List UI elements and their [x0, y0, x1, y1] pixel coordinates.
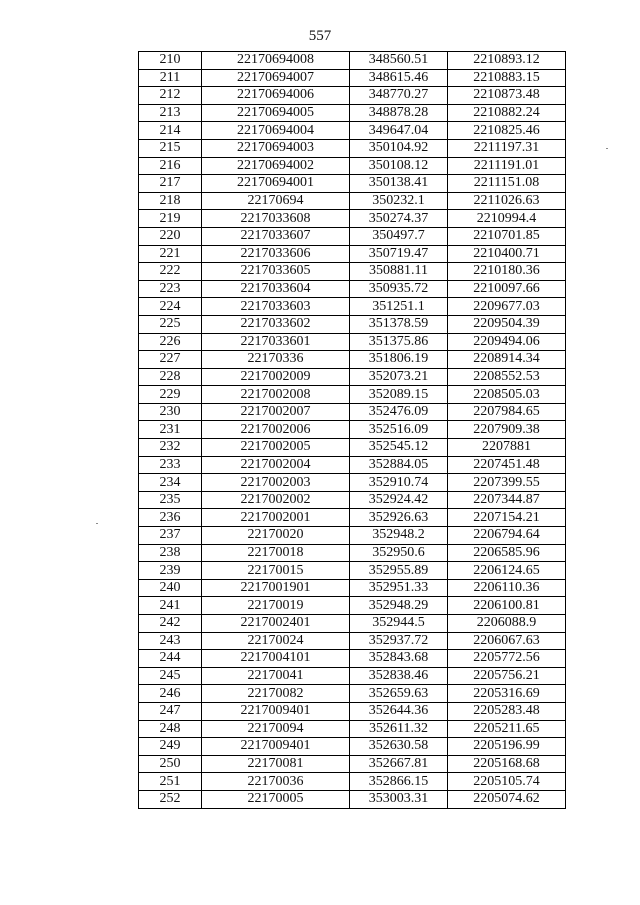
point-id-cell: 2217001901	[202, 579, 350, 597]
point-id-cell: 2217002401	[202, 615, 350, 633]
x-coordinate-cell: 352948.29	[350, 597, 448, 615]
point-id-cell: 22170694005	[202, 104, 350, 122]
y-coordinate-cell: 2205211.65	[448, 720, 566, 738]
scan-speck	[606, 148, 608, 149]
x-coordinate-cell: 348615.46	[350, 69, 448, 87]
x-coordinate-cell: 348560.51	[350, 52, 448, 70]
point-id-cell: 22170094	[202, 720, 350, 738]
point-id-cell: 22170336	[202, 351, 350, 369]
x-coordinate-cell: 350881.11	[350, 263, 448, 281]
x-coordinate-cell: 352659.63	[350, 685, 448, 703]
table-row	[139, 386, 566, 404]
table-row	[139, 702, 566, 720]
point-id-cell: 22170020	[202, 527, 350, 545]
row-number-cell: 240	[139, 579, 202, 597]
y-coordinate-cell: 2209504.39	[448, 315, 566, 333]
point-id-cell: 22170024	[202, 632, 350, 650]
point-id-cell: 2217002001	[202, 509, 350, 527]
y-coordinate-cell: 2207399.55	[448, 474, 566, 492]
x-coordinate-cell: 352950.6	[350, 544, 448, 562]
point-id-cell: 22170018	[202, 544, 350, 562]
x-coordinate-cell: 352951.33	[350, 579, 448, 597]
table-row	[139, 192, 566, 210]
y-coordinate-cell: 2211191.01	[448, 157, 566, 175]
row-number-cell: 223	[139, 280, 202, 298]
point-id-cell: 2217033606	[202, 245, 350, 263]
table-row	[139, 104, 566, 122]
table-row	[139, 439, 566, 457]
y-coordinate-cell: 2205283.48	[448, 702, 566, 720]
x-coordinate-cell: 350497.7	[350, 227, 448, 245]
row-number-cell: 227	[139, 351, 202, 369]
y-coordinate-cell: 2207881	[448, 439, 566, 457]
page-number: 557	[308, 28, 332, 44]
y-coordinate-cell: 2206067.63	[448, 632, 566, 650]
point-id-cell: 2217002006	[202, 421, 350, 439]
y-coordinate-cell: 2205168.68	[448, 755, 566, 773]
x-coordinate-cell: 351251.1	[350, 298, 448, 316]
point-id-cell: 22170036	[202, 773, 350, 791]
x-coordinate-cell: 350138.41	[350, 175, 448, 193]
table-row	[139, 491, 566, 509]
table-row	[139, 667, 566, 685]
y-coordinate-cell: 2205105.74	[448, 773, 566, 791]
y-coordinate-cell: 2210097.66	[448, 280, 566, 298]
y-coordinate-cell: 2208552.53	[448, 368, 566, 386]
x-coordinate-cell: 348770.27	[350, 87, 448, 105]
row-number-cell: 238	[139, 544, 202, 562]
row-number-cell: 222	[139, 263, 202, 281]
table-row	[139, 227, 566, 245]
table-row	[139, 615, 566, 633]
table-row	[139, 263, 566, 281]
row-number-cell: 218	[139, 192, 202, 210]
y-coordinate-cell: 2210994.4	[448, 210, 566, 228]
y-coordinate-cell: 2208914.34	[448, 351, 566, 369]
row-number-cell: 213	[139, 104, 202, 122]
x-coordinate-cell: 352644.36	[350, 702, 448, 720]
table-row	[139, 773, 566, 791]
table-row	[139, 421, 566, 439]
x-coordinate-cell: 352924.42	[350, 491, 448, 509]
row-number-cell: 210	[139, 52, 202, 70]
point-id-cell: 2217033605	[202, 263, 350, 281]
table-row	[139, 69, 566, 87]
x-coordinate-cell: 352545.12	[350, 439, 448, 457]
x-coordinate-cell: 352089.15	[350, 386, 448, 404]
point-id-cell: 22170081	[202, 755, 350, 773]
row-number-cell: 225	[139, 315, 202, 333]
y-coordinate-cell: 2205756.21	[448, 667, 566, 685]
y-coordinate-cell: 2207344.87	[448, 491, 566, 509]
row-number-cell: 214	[139, 122, 202, 140]
y-coordinate-cell: 2210400.71	[448, 245, 566, 263]
table-row	[139, 368, 566, 386]
point-id-cell: 22170015	[202, 562, 350, 580]
point-id-cell: 2217002005	[202, 439, 350, 457]
row-number-cell: 234	[139, 474, 202, 492]
y-coordinate-cell: 2207984.65	[448, 403, 566, 421]
row-number-cell: 226	[139, 333, 202, 351]
table-row	[139, 175, 566, 193]
row-number-cell: 221	[139, 245, 202, 263]
row-number-cell: 242	[139, 615, 202, 633]
y-coordinate-cell: 2207909.38	[448, 421, 566, 439]
x-coordinate-cell: 352843.68	[350, 650, 448, 668]
x-coordinate-cell: 350719.47	[350, 245, 448, 263]
y-coordinate-cell: 2210893.12	[448, 52, 566, 70]
row-number-cell: 251	[139, 773, 202, 791]
y-coordinate-cell: 2207451.48	[448, 456, 566, 474]
point-id-cell: 22170694006	[202, 87, 350, 105]
row-number-cell: 250	[139, 755, 202, 773]
x-coordinate-cell: 349647.04	[350, 122, 448, 140]
table-row	[139, 650, 566, 668]
point-id-cell: 2217002002	[202, 491, 350, 509]
x-coordinate-cell: 352611.32	[350, 720, 448, 738]
table-row	[139, 685, 566, 703]
row-number-cell: 228	[139, 368, 202, 386]
y-coordinate-cell: 2210882.24	[448, 104, 566, 122]
y-coordinate-cell: 2205772.56	[448, 650, 566, 668]
point-id-cell: 22170694002	[202, 157, 350, 175]
x-coordinate-cell: 352948.2	[350, 527, 448, 545]
point-id-cell: 2217033608	[202, 210, 350, 228]
row-number-cell: 220	[139, 227, 202, 245]
row-number-cell: 245	[139, 667, 202, 685]
row-number-cell: 230	[139, 403, 202, 421]
x-coordinate-cell: 350108.12	[350, 157, 448, 175]
table-row	[139, 738, 566, 756]
point-id-cell: 22170694001	[202, 175, 350, 193]
x-coordinate-cell: 352476.09	[350, 403, 448, 421]
x-coordinate-cell: 353003.31	[350, 790, 448, 808]
x-coordinate-cell: 352937.72	[350, 632, 448, 650]
table-row	[139, 755, 566, 773]
y-coordinate-cell: 2210701.85	[448, 227, 566, 245]
point-id-cell: 2217033607	[202, 227, 350, 245]
x-coordinate-cell: 352073.21	[350, 368, 448, 386]
y-coordinate-cell: 2208505.03	[448, 386, 566, 404]
coordinates-table-body	[139, 52, 566, 809]
row-number-cell: 232	[139, 439, 202, 457]
table-row	[139, 544, 566, 562]
row-number-cell: 219	[139, 210, 202, 228]
row-number-cell: 231	[139, 421, 202, 439]
row-number-cell: 236	[139, 509, 202, 527]
point-id-cell: 2217002009	[202, 368, 350, 386]
coordinates-table	[138, 51, 566, 809]
table-row	[139, 720, 566, 738]
row-number-cell: 246	[139, 685, 202, 703]
y-coordinate-cell: 2210883.15	[448, 69, 566, 87]
y-coordinate-cell: 2211197.31	[448, 139, 566, 157]
y-coordinate-cell: 2206794.64	[448, 527, 566, 545]
table-row	[139, 157, 566, 175]
table-row	[139, 139, 566, 157]
x-coordinate-cell: 350104.92	[350, 139, 448, 157]
x-coordinate-cell: 352955.89	[350, 562, 448, 580]
y-coordinate-cell: 2206088.9	[448, 615, 566, 633]
table-row	[139, 579, 566, 597]
y-coordinate-cell: 2205196.99	[448, 738, 566, 756]
x-coordinate-cell: 348878.28	[350, 104, 448, 122]
point-id-cell: 22170694003	[202, 139, 350, 157]
coordinates-table-container	[138, 51, 566, 809]
table-row	[139, 456, 566, 474]
table-row	[139, 351, 566, 369]
x-coordinate-cell: 352926.63	[350, 509, 448, 527]
point-id-cell: 2217033603	[202, 298, 350, 316]
point-id-cell: 22170694007	[202, 69, 350, 87]
point-id-cell: 2217033601	[202, 333, 350, 351]
y-coordinate-cell: 2206585.96	[448, 544, 566, 562]
table-row	[139, 122, 566, 140]
y-coordinate-cell: 2209494.06	[448, 333, 566, 351]
row-number-cell: 224	[139, 298, 202, 316]
x-coordinate-cell: 352838.46	[350, 667, 448, 685]
x-coordinate-cell: 351378.59	[350, 315, 448, 333]
point-id-cell: 22170694008	[202, 52, 350, 70]
y-coordinate-cell: 2205074.62	[448, 790, 566, 808]
y-coordinate-cell: 2211151.08	[448, 175, 566, 193]
point-id-cell: 22170082	[202, 685, 350, 703]
row-number-cell: 233	[139, 456, 202, 474]
x-coordinate-cell: 350935.72	[350, 280, 448, 298]
table-row	[139, 527, 566, 545]
point-id-cell: 2217004101	[202, 650, 350, 668]
row-number-cell: 243	[139, 632, 202, 650]
row-number-cell: 241	[139, 597, 202, 615]
x-coordinate-cell: 350232.1	[350, 192, 448, 210]
table-row	[139, 474, 566, 492]
point-id-cell: 2217002007	[202, 403, 350, 421]
point-id-cell: 2217002004	[202, 456, 350, 474]
scan-speck	[96, 523, 98, 524]
table-row	[139, 403, 566, 421]
y-coordinate-cell: 2210180.36	[448, 263, 566, 281]
x-coordinate-cell: 352944.5	[350, 615, 448, 633]
y-coordinate-cell: 2209677.03	[448, 298, 566, 316]
point-id-cell: 22170041	[202, 667, 350, 685]
point-id-cell: 2217009401	[202, 702, 350, 720]
row-number-cell: 235	[139, 491, 202, 509]
table-row	[139, 87, 566, 105]
row-number-cell: 212	[139, 87, 202, 105]
y-coordinate-cell: 2205316.69	[448, 685, 566, 703]
x-coordinate-cell: 351806.19	[350, 351, 448, 369]
point-id-cell: 22170694	[202, 192, 350, 210]
table-row	[139, 298, 566, 316]
row-number-cell: 252	[139, 790, 202, 808]
row-number-cell: 244	[139, 650, 202, 668]
x-coordinate-cell: 352866.15	[350, 773, 448, 791]
table-row	[139, 333, 566, 351]
y-coordinate-cell: 2206110.36	[448, 579, 566, 597]
x-coordinate-cell: 352630.58	[350, 738, 448, 756]
point-id-cell: 22170019	[202, 597, 350, 615]
table-row	[139, 509, 566, 527]
point-id-cell: 2217033604	[202, 280, 350, 298]
y-coordinate-cell: 2206124.65	[448, 562, 566, 580]
row-number-cell: 216	[139, 157, 202, 175]
table-row	[139, 280, 566, 298]
table-row	[139, 562, 566, 580]
x-coordinate-cell: 352910.74	[350, 474, 448, 492]
point-id-cell: 2217002008	[202, 386, 350, 404]
table-row	[139, 597, 566, 615]
y-coordinate-cell: 2210873.48	[448, 87, 566, 105]
x-coordinate-cell: 352667.81	[350, 755, 448, 773]
x-coordinate-cell: 350274.37	[350, 210, 448, 228]
y-coordinate-cell: 2207154.21	[448, 509, 566, 527]
point-id-cell: 2217033602	[202, 315, 350, 333]
row-number-cell: 229	[139, 386, 202, 404]
row-number-cell: 249	[139, 738, 202, 756]
y-coordinate-cell: 2206100.81	[448, 597, 566, 615]
row-number-cell: 237	[139, 527, 202, 545]
point-id-cell: 2217002003	[202, 474, 350, 492]
point-id-cell: 2217009401	[202, 738, 350, 756]
row-number-cell: 215	[139, 139, 202, 157]
y-coordinate-cell: 2211026.63	[448, 192, 566, 210]
x-coordinate-cell: 352884.05	[350, 456, 448, 474]
row-number-cell: 217	[139, 175, 202, 193]
table-row	[139, 52, 566, 70]
x-coordinate-cell: 352516.09	[350, 421, 448, 439]
table-row	[139, 315, 566, 333]
row-number-cell: 248	[139, 720, 202, 738]
point-id-cell: 22170694004	[202, 122, 350, 140]
row-number-cell: 211	[139, 69, 202, 87]
row-number-cell: 239	[139, 562, 202, 580]
y-coordinate-cell: 2210825.46	[448, 122, 566, 140]
x-coordinate-cell: 351375.86	[350, 333, 448, 351]
table-row	[139, 632, 566, 650]
row-number-cell: 247	[139, 702, 202, 720]
table-row	[139, 790, 566, 808]
table-row	[139, 245, 566, 263]
table-row	[139, 210, 566, 228]
point-id-cell: 22170005	[202, 790, 350, 808]
